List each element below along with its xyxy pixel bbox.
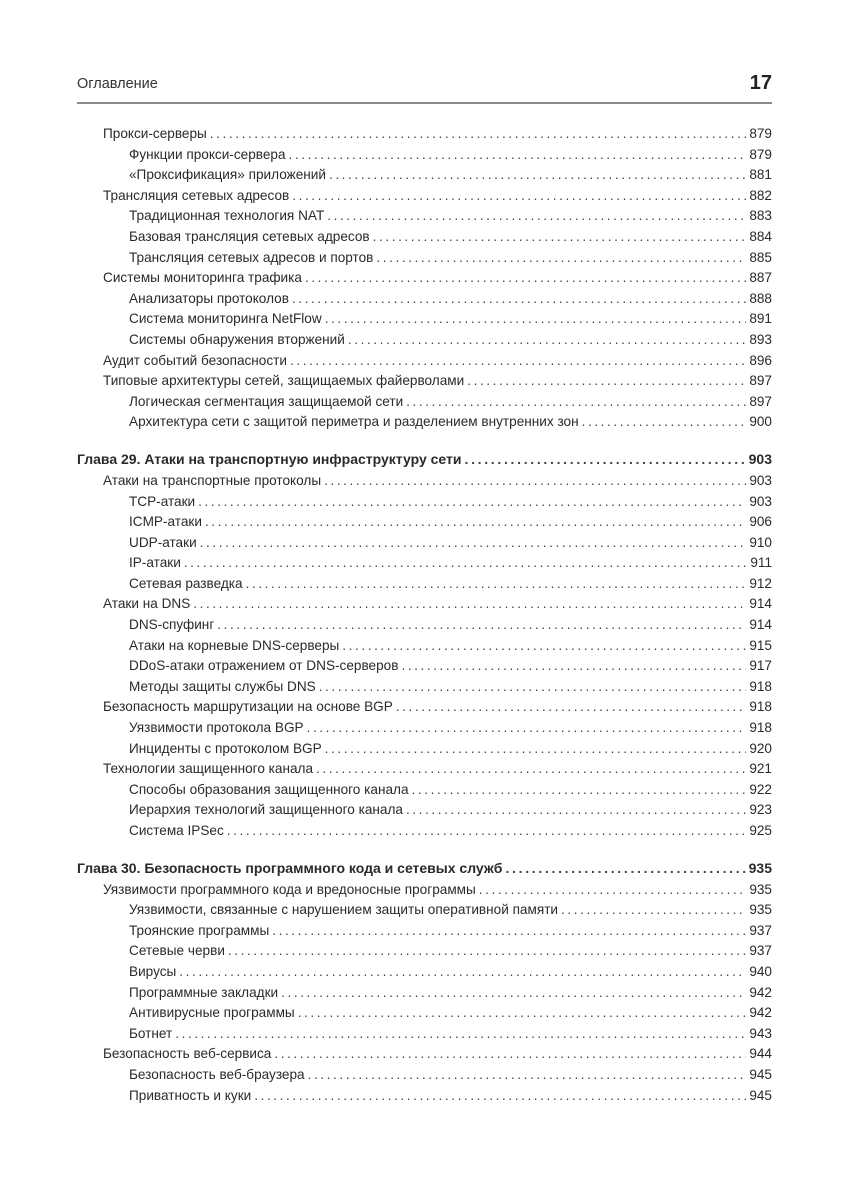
header-title: Оглавление: [77, 76, 158, 92]
dot-leader: [401, 656, 746, 677]
dot-leader: [396, 697, 747, 718]
toc-entry-title: IP-атаки: [129, 555, 181, 571]
toc-entry-page: 935: [748, 859, 772, 876]
toc-entry-title: Анализаторы протоколов: [129, 290, 289, 306]
toc-entry-page: 879: [749, 146, 772, 162]
dot-leader: [376, 248, 746, 269]
toc-subsection-entry[interactable]: [77, 412, 772, 433]
dot-leader: [227, 821, 747, 842]
toc-entry-title: Трансляция сетевых адресов: [103, 187, 290, 203]
dot-leader: [198, 492, 746, 513]
toc-entry-title: Традиционная технология NAT: [129, 208, 325, 224]
toc-subsection-entry[interactable]: [77, 821, 772, 842]
toc-entry-page: 945: [749, 1066, 772, 1082]
toc-entry-page: 937: [749, 943, 772, 959]
toc-entry-title: Сетевые черви: [129, 943, 225, 959]
toc-chapter-entry[interactable]: [77, 856, 772, 880]
toc-subsection-entry[interactable]: [77, 512, 772, 533]
toc-entry-title: Система IPSec: [129, 823, 224, 838]
toc-entry-page: 943: [749, 1025, 772, 1041]
dot-leader: [290, 351, 746, 372]
toc-subsection-entry[interactable]: [77, 1024, 772, 1045]
toc-entry-title: Ботнет: [129, 1025, 173, 1041]
toc-subsection-entry[interactable]: [77, 574, 772, 595]
dot-leader: [272, 921, 746, 942]
toc-entry-title: Инциденты с протоколом BGP: [129, 740, 322, 756]
dot-leader: [281, 983, 746, 1004]
toc-entry-title: Архитектура сети с защитой периметра и разделением внутренних зон: [129, 414, 579, 430]
toc-subsection-entry[interactable]: [77, 739, 772, 760]
toc-entry-title: Уязвимости программного кода и вредоносные программы: [103, 881, 476, 897]
toc-entry-page: 918: [749, 720, 772, 736]
dot-leader: [175, 1024, 746, 1045]
toc-entry-page: 903: [749, 472, 772, 488]
toc-subsection-entry[interactable]: [77, 1065, 772, 1086]
dot-leader: [582, 412, 747, 433]
toc-subsection-entry[interactable]: [77, 780, 772, 801]
toc-entry-title: Базовая трансляция сетевых адресов: [129, 228, 370, 244]
toc-section-entry[interactable]: [77, 371, 772, 392]
dot-leader: [561, 900, 746, 921]
toc-entry-title: Технологии защищенного канала: [103, 761, 314, 777]
toc-section-entry[interactable]: [77, 1044, 772, 1065]
toc-entry-title: Атаки на транспортные протоколы: [103, 472, 322, 488]
toc-entry-page: 935: [749, 881, 772, 897]
toc-subsection-entry[interactable]: [77, 553, 772, 574]
dot-leader: [464, 447, 745, 471]
toc-section-entry[interactable]: [77, 471, 772, 492]
toc-subsection-entry[interactable]: [77, 492, 772, 513]
dot-leader: [179, 962, 746, 983]
toc-entry-page: 881: [749, 167, 772, 183]
dot-leader: [254, 1086, 746, 1107]
toc-entry-title: Функции прокси-сервера: [129, 146, 286, 162]
toc-entry-title: Антивирусные программы: [129, 1005, 295, 1021]
toc-subsection-entry[interactable]: [77, 718, 772, 739]
toc-entry-page: 920: [749, 740, 772, 756]
toc-entry-page: 935: [749, 902, 772, 918]
toc-entry-title: Прокси-серверы: [103, 126, 207, 141]
dot-leader: [412, 780, 747, 801]
toc-subsection-entry[interactable]: [77, 248, 772, 269]
toc-entry-page: 910: [749, 534, 772, 550]
toc-entry-page: 879: [749, 126, 772, 141]
toc-entry-page: 911: [750, 555, 772, 571]
toc-subsection-entry[interactable]: [77, 1003, 772, 1024]
toc-entry-page: 940: [749, 963, 772, 979]
toc-subsection-entry[interactable]: [77, 615, 772, 636]
toc-entry-page: 893: [749, 331, 772, 347]
dot-leader: [348, 330, 746, 351]
toc-entry-page: 896: [749, 352, 772, 368]
toc-subsection-entry[interactable]: [77, 921, 772, 942]
toc-entry-title: Системы мониторинга трафика: [103, 270, 302, 286]
toc-entry-page: 900: [749, 414, 772, 430]
toc-entry-page: 885: [749, 249, 772, 265]
toc-entry-page: 945: [749, 1087, 772, 1103]
toc-entry-page: 887: [749, 270, 772, 286]
toc-entry-title: Вирусы: [129, 963, 177, 979]
dot-leader: [325, 739, 747, 760]
dot-leader: [205, 512, 746, 533]
running-header: [77, 66, 772, 104]
toc-entry-title: Сетевая разведка: [129, 575, 243, 591]
toc-entry-title: TCP-атаки: [129, 493, 196, 509]
toc-subsection-entry[interactable]: [77, 145, 772, 166]
dot-leader: [324, 471, 746, 492]
toc-subsection-entry[interactable]: [77, 656, 772, 677]
dot-leader: [298, 1003, 747, 1024]
toc-entry-page: 912: [749, 575, 772, 591]
toc-subsection-entry[interactable]: [77, 800, 772, 821]
toc-entry-title: ICMP-атаки: [129, 514, 202, 530]
dot-leader: [325, 309, 747, 330]
toc-entry-page: 883: [749, 208, 772, 224]
toc-entry-title: Иерархия технологий защищенного канала: [129, 802, 403, 818]
toc-entry-title: Безопасность веб-сервиса: [103, 1046, 272, 1062]
toc-subsection-entry[interactable]: [77, 330, 772, 351]
dot-leader: [217, 615, 746, 636]
dot-leader: [292, 289, 746, 310]
toc-subsection-entry[interactable]: [77, 941, 772, 962]
dot-leader: [200, 533, 747, 554]
toc-entry-page: 917: [749, 658, 772, 674]
toc-entry-title: Уязвимости протокола BGP: [129, 720, 304, 736]
toc-entry-page: 891: [749, 311, 772, 327]
dot-leader: [342, 636, 746, 657]
toc-entry-page: 906: [749, 514, 772, 530]
toc-subsection-entry[interactable]: [77, 962, 772, 983]
dot-leader: [479, 880, 747, 901]
toc-entry-page: 903: [748, 450, 772, 467]
toc-subsection-entry[interactable]: [77, 900, 772, 921]
toc-entry-title: DDoS-атаки отражением от DNS-серверов: [129, 658, 399, 674]
toc-entry-title: Трансляция сетевых адресов и портов: [129, 249, 374, 265]
dot-leader: [305, 268, 746, 289]
dot-leader: [505, 856, 745, 880]
toc-entry-title: Программные закладки: [129, 984, 279, 1000]
dot-leader: [228, 941, 746, 962]
toc-entry-title: Методы защиты службы DNS: [129, 678, 316, 694]
toc-entry-title: Безопасность маршрутизации на основе BGP: [103, 699, 393, 715]
toc-subsection-entry[interactable]: [77, 289, 772, 310]
toc-entry-title: Система мониторинга NetFlow: [129, 311, 322, 327]
toc-entry-title: Логическая сегментация защищаемой сети: [129, 393, 404, 409]
toc-section-entry[interactable]: [77, 124, 772, 145]
dot-leader: [467, 371, 746, 392]
dot-leader: [193, 594, 746, 615]
toc-subsection-entry[interactable]: [77, 309, 772, 330]
toc-entry-page: 914: [749, 617, 772, 633]
page-number: 17: [749, 72, 772, 94]
toc-subsection-entry[interactable]: [77, 636, 772, 657]
dot-leader: [327, 206, 746, 227]
toc-subsection-entry[interactable]: [77, 983, 772, 1004]
toc-entry-title: Аудит событий безопасности: [103, 352, 287, 368]
toc-section-entry[interactable]: [77, 697, 772, 718]
dot-leader: [316, 759, 746, 780]
toc-entry-title: Атаки на DNS: [103, 596, 191, 612]
toc-subsection-entry[interactable]: [77, 392, 772, 413]
toc-section-entry[interactable]: [77, 186, 772, 207]
toc-entry-title: Типовые архитектуры сетей, защищаемых файерволами: [103, 373, 465, 389]
dot-leader: [406, 800, 746, 821]
toc-entry-page: 942: [749, 984, 772, 1000]
toc-subsection-entry[interactable]: [77, 677, 772, 698]
dot-leader: [246, 574, 747, 595]
toc-entry-page: 918: [749, 699, 772, 715]
toc-entry-title: Глава 30. Безопасность программного кода и сетевых служб: [77, 859, 503, 876]
toc-entry-page: 915: [749, 637, 772, 653]
toc-entry-page: 942: [749, 1005, 772, 1021]
dot-leader: [329, 165, 746, 186]
toc-entry-title: Уязвимости, связанные с нарушением защиты оперативной памяти: [129, 902, 559, 918]
dot-leader: [319, 677, 747, 698]
table-of-contents: [77, 124, 772, 1106]
toc-entry-page: 888: [749, 290, 772, 306]
dot-leader: [210, 124, 747, 145]
toc-entry-page: 914: [749, 596, 772, 612]
dot-leader: [308, 1065, 747, 1086]
toc-entry-page: 944: [749, 1046, 772, 1062]
toc-entry-page: 923: [749, 802, 772, 818]
toc-entry-title: Способы образования защищенного канала: [129, 781, 409, 797]
dot-leader: [373, 227, 747, 248]
toc-chapter-entry[interactable]: [77, 447, 772, 471]
toc-section-entry[interactable]: [77, 594, 772, 615]
toc-entry-page: 937: [749, 922, 772, 938]
toc-entry-title: Глава 29. Атаки на транспортную инфраструктуру сети: [77, 450, 462, 467]
toc-entry-page: 882: [749, 187, 772, 203]
toc-entry-title: Троянские программы: [129, 922, 270, 938]
toc-subsection-entry[interactable]: [77, 165, 772, 186]
toc-entry-title: «Проксификация» приложений: [129, 167, 326, 183]
toc-entry-page: 925: [749, 823, 772, 838]
dot-leader: [406, 392, 746, 413]
dot-leader: [184, 553, 748, 574]
toc-entry-page: 884: [749, 228, 772, 244]
toc-entry-title: Системы обнаружения вторжений: [129, 331, 345, 347]
toc-subsection-entry[interactable]: [77, 206, 772, 227]
toc-section-entry[interactable]: [77, 880, 772, 901]
dot-leader: [274, 1044, 746, 1065]
toc-subsection-entry[interactable]: [77, 227, 772, 248]
toc-entry-page: 897: [749, 373, 772, 389]
dot-leader: [307, 718, 747, 739]
toc-entry-page: 921: [749, 761, 772, 777]
toc-section-entry[interactable]: [77, 351, 772, 372]
toc-entry-page: 918: [749, 678, 772, 694]
toc-entry-title: Атаки на корневые DNS-серверы: [129, 637, 340, 653]
dot-leader: [292, 186, 746, 207]
toc-subsection-entry[interactable]: [77, 1086, 772, 1107]
toc-entry-page: 897: [749, 393, 772, 409]
toc-subsection-entry[interactable]: [77, 533, 772, 554]
toc-entry-page: 922: [749, 781, 772, 797]
toc-entry-title: UDP-атаки: [129, 534, 197, 550]
toc-entry-page: 903: [749, 493, 772, 509]
toc-entry-title: Безопасность веб-браузера: [129, 1066, 305, 1082]
toc-entry-title: Приватность и куки: [129, 1087, 252, 1103]
toc-entry-title: DNS-спуфинг: [129, 617, 215, 633]
toc-section-entry[interactable]: [77, 268, 772, 289]
dot-leader: [289, 145, 747, 166]
toc-section-entry[interactable]: [77, 759, 772, 780]
